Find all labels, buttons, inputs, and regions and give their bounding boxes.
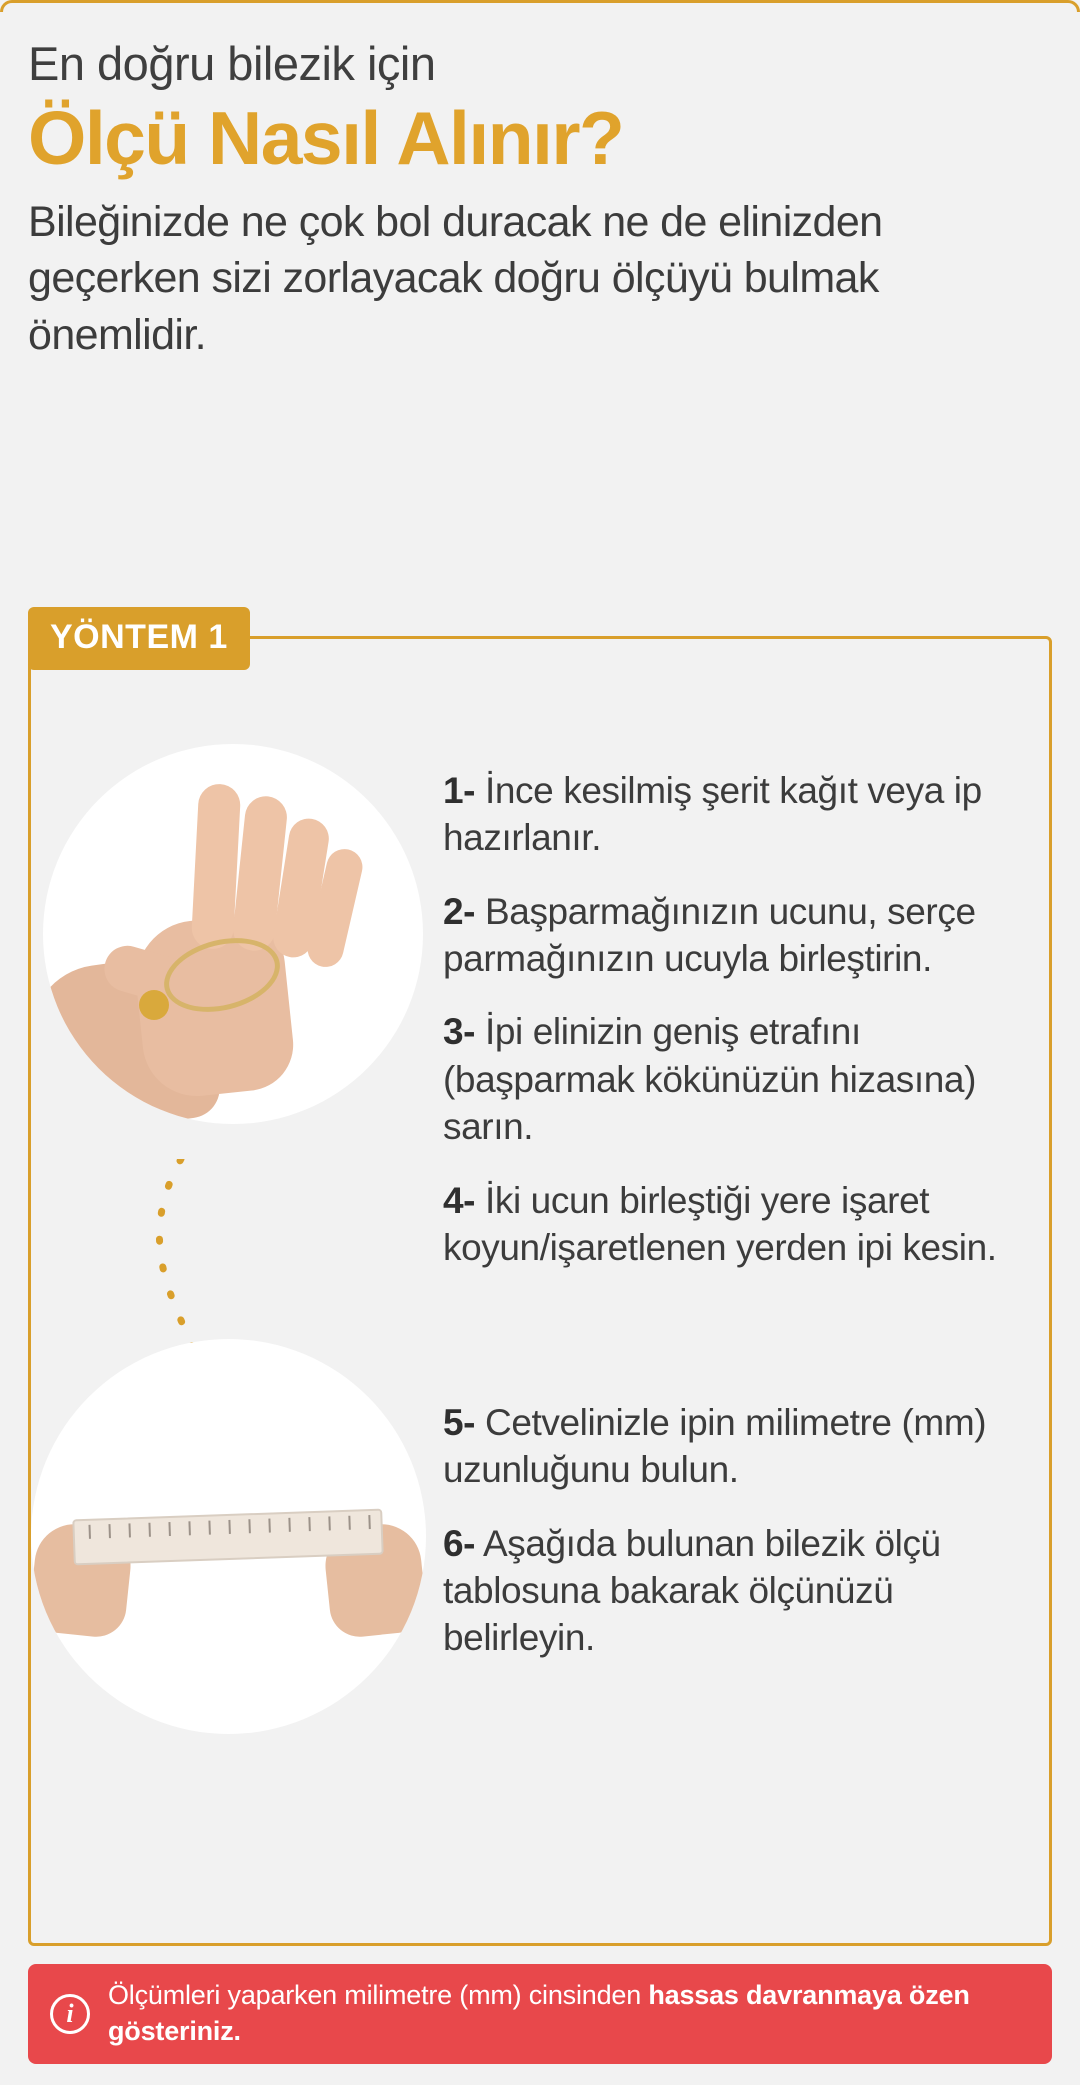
step-item bbox=[443, 888, 1023, 983]
warning-note-emphasis: hassas davranmaya özen gösteriniz. bbox=[108, 1980, 970, 2046]
step-item bbox=[443, 1008, 1023, 1150]
header bbox=[28, 38, 1052, 364]
step-item bbox=[443, 1399, 1043, 1494]
steps-list-top bbox=[443, 767, 1023, 1271]
header-description: Bileğinizde ne çok bol duracak ne de elinizden geçerken sizi zorlayacak doğru ölçüyü bulmak önemlidir. bbox=[28, 197, 883, 360]
step-item bbox=[443, 767, 1023, 862]
step-text: İki ucun birleştiği yere işaret koyun/işaretlenen yerden ipi kesin. bbox=[443, 1179, 997, 1268]
step-text: Cetvelinizle ipin milimetre (mm) uzunluğunu bulun. bbox=[443, 1402, 987, 1491]
hand-illustration bbox=[43, 744, 423, 1124]
step-number: 3- bbox=[443, 1011, 476, 1053]
header-eyebrow: En doğru bilezik için bbox=[28, 37, 436, 90]
step-item bbox=[443, 1177, 1023, 1272]
steps-list-bottom bbox=[443, 1399, 1043, 1662]
step-number: 4- bbox=[443, 1179, 476, 1221]
step-text: Başparmağınızın ucunu, serçe parmağınızın ucuyla birleştirin. bbox=[443, 890, 976, 980]
step-number: 6- bbox=[443, 1522, 476, 1564]
top-border-strip bbox=[0, 0, 1080, 12]
warning-note bbox=[28, 1964, 1052, 2064]
step-item bbox=[443, 1520, 1043, 1662]
ruler-illustration bbox=[31, 1339, 426, 1734]
step-number: 2- bbox=[443, 890, 476, 932]
info-icon: i bbox=[50, 1994, 90, 2034]
method-badge: YÖNTEM 1 bbox=[28, 607, 250, 670]
ring-shape bbox=[139, 990, 169, 1020]
page-title: Ölçü Nasıl Alınır? bbox=[28, 95, 624, 180]
method-card bbox=[28, 618, 1052, 1946]
warning-note-lead: Ölçümleri yaparken milimetre (mm) cinsinden bbox=[108, 1980, 649, 2011]
warning-note-text bbox=[108, 1978, 1030, 2049]
step-text: Aşağıda bulunan bilezik ölçü tablosuna bakarak ölçünüzü belirleyin. bbox=[443, 1522, 941, 1659]
photo-hand-with-string bbox=[43, 744, 423, 1124]
step-text: İnce kesilmiş şerit kağıt veya ip hazırlanır. bbox=[443, 770, 982, 859]
step-number: 5- bbox=[443, 1402, 476, 1443]
step-text: İpi elinizin geniş etrafını (başparmak kökünüzün hizasına) sarın. bbox=[443, 1011, 977, 1148]
step-number: 1- bbox=[443, 770, 476, 811]
photo-ruler-measuring bbox=[31, 1339, 426, 1734]
